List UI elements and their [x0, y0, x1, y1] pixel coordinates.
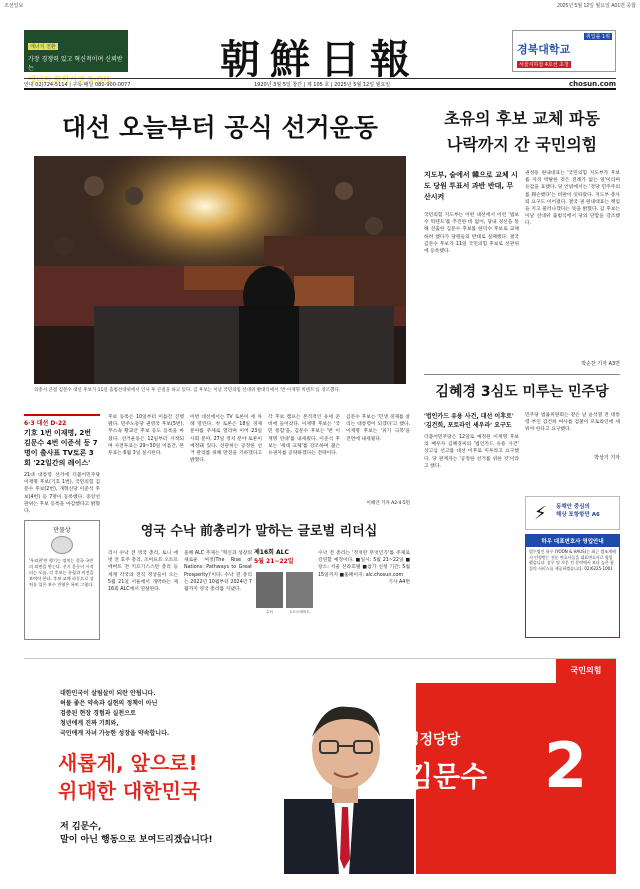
- ad-soil-tag: 에너지 전환: [30, 44, 56, 50]
- pitch-line: 검증된 현장 경험과 실천으로: [60, 710, 136, 717]
- right-story-subhead: 지도부, 숱에서 韓으로 교체 시도 당원 투표서 과반 반대, 무산시켜: [424, 171, 518, 201]
- ad-soil-line1: 가장 경쟁력 있고 혁신적이며 신뢰받는: [28, 56, 123, 72]
- cartoon-title: 만물상: [53, 527, 71, 534]
- column-5-byline: 이해인 기자 A2·4·5면: [366, 501, 410, 506]
- campaign-ad[interactable]: [24, 658, 616, 874]
- ad-kyungpook-name: 경북대학교: [517, 43, 571, 56]
- tower-icon: ⚡: [534, 503, 547, 524]
- photo-sunak-caption: 수낙: [266, 610, 273, 614]
- sidebar-ad-lawfirm[interactable]: [525, 534, 620, 638]
- dday-body: 21대 대통령 선거에 더불어민주당 이재명 후보(기호 1번), 국민의힘 김문수 후보(2번), 개혁신당 이준석 후보(4번) 등 7명이 등록했다. 중앙선관위는 후보 등록을 마감했다고 밝혔다.: [24, 473, 100, 515]
- dday-headline[interactable]: 기호 1번 이재명, 2번 김문수 4번 이준석 등 7명이 출사표 TV토론 3회 '22일간의 레이스': [24, 429, 98, 467]
- right-story2-body-1: 더불어민주당은 12일로 예정된 이재명 후보의 배우자 김혜경씨의 '법인카드 유용 사건' 상고심 선고를 대선 이후로 미루라고 요구했다. 당 관계자는 '공정한 선거를 위한 것'이라고 했다.: [424, 435, 519, 469]
- global-photos: [256, 572, 314, 616]
- footer-rule: [24, 878, 616, 886]
- ad-kyungpook-sub: 서울지하철 4호선 초청: [519, 62, 569, 68]
- info-contact: 안내 02)724-5114 | 구독·배달 080-900-0077: [24, 82, 131, 88]
- alc-title: 제16회 ALC: [254, 549, 289, 556]
- info-issue: 1920년 3월 5일 창간 | 제 105 호 | 2025년 5월 12일 월요일: [254, 82, 391, 88]
- global-headline[interactable]: 영국 수낙 前총리가 말하는 글로벌 리더십: [140, 524, 378, 539]
- edition-label: 조선일보: [4, 3, 24, 9]
- global-byline: 기사 A4면: [388, 579, 410, 585]
- info-website[interactable]: chosun.com: [569, 80, 616, 88]
- photo-otorbaev: [286, 572, 313, 608]
- column-4-body: 각 후보 캠프는 본격적인 유세 준비에 들어갔다. 이재명 후보는 '국민 통합'을, 김문수 후보는 '반 이재명 연대'를 내세웠다. 이준석 후보는 '세대 교체'를 강조하며 젊은 유권자를 공략하겠다는 전략이다.: [268, 415, 340, 457]
- info-bar: [24, 78, 616, 90]
- candidate-number: 2: [544, 729, 588, 802]
- campaign-slogan: [58, 749, 200, 805]
- column-2-body: 후보 등록은 10일부터 이틀간 진행됐다. 민주노동당 권영국 후보(5번), 무소속 황교안 후보 등도 등록을 마쳤다. 선거운동은 12일부터 시작되며 사전투표는 29~30일 이틀간, 본투표는 6월 3일 실시된다.: [108, 415, 184, 457]
- alc-box: [254, 548, 314, 566]
- global-body-1: 리시 수낙 전 영국 총리, 토니 애벗 전 호주 총리, 조머프트 오트르에버트 전 키르기스스탄 총리 등 세계 각국의 전직 정상들이 오는 5월 21일 서울에서 개막하는 제16회 ALC에서 연설한다.: [108, 551, 178, 593]
- photo-otorbaev-caption: 오트르에버트: [289, 610, 310, 614]
- masthead-title: 朝鮮日報: [220, 36, 420, 83]
- photo-caption: 의총서 큰절 김문수 대선 후보가 11일 출범선대위에서 인사 후 큰절을 하고 있다. 김 후보는 이날 국민의힘 선대위 발대식에서 '반 이재명 빅텐트'를 강조했다.: [34, 388, 341, 393]
- cartoon-text: '우리편'만 챙기는 정치는 결국 국민의 외면을 받는다. 선거 운동이 시작되는 오늘, 각 후보는 통합과 비전을 보여야 한다. 후보 교체 파동으로 상처를 입은 보수 진영은 특히 그렇다.: [29, 558, 94, 587]
- cartoon-box[interactable]: [24, 520, 100, 640]
- alc-dates: 5월 21~22일: [254, 558, 294, 565]
- right-story-body-2: 권성동 원내대표는 '국민의힘 지도부가 후보를 자격 박탈한 것은 전례가 없는 일'이라며 유감을 표했다. 당 안팎에서는 '정당 민주주의를 훼손했다'는 비판이 잇따랐다. 지도부 총사퇴 요구도 이어졌다. 결국 권 원내대표는 책임을 지고 물러나겠다는 뜻을 밝혔다. 김 후보는 이날 선대위 출범식에서 당의 단합을 강조했다.: [525, 171, 620, 227]
- candidate-name: 김문수: [406, 760, 488, 793]
- right-story2-body-2: 민주당 법률위원회는 같은 날 윤석열 전 대통령 부인 김건희 여사를 검찰이 포토라인에 세워야 한다고 요구했다.: [525, 413, 620, 433]
- photo-sunak: [256, 572, 283, 608]
- pitch-line: 허물 좋은 약속과 실현의 정책이 아닌: [60, 700, 158, 707]
- slogan-line1: 새롭게, 앞으로!: [58, 751, 198, 775]
- right-story2-byline: 박상기 기자: [594, 455, 620, 461]
- edition-date: 2025년 5월 12일 월요일 A01면 종합: [557, 3, 636, 9]
- campaign-pitch: [60, 689, 169, 739]
- right-story-byline: 박순찬 기자 A3면: [581, 361, 620, 367]
- right-story-body-1: 국민의힘 지도부는 어떤 대선에서 이런 '범보수 빅텐트'를 추진한 바 없어, 당내 경선을 통해 선출한 김문수 후보를 한덕수 후보로 교체하려 했다가 당원들의 반대로 실패했다. 결국 김문수 후보가 11일 국민의힘 후보로 선관위에 등록했다.: [424, 213, 519, 255]
- candidate-portrait: [264, 689, 424, 874]
- cartoon-figure-icon: [51, 536, 73, 554]
- ad-kyungpook[interactable]: [512, 30, 616, 72]
- global-body-3-text: 수낙 전 총리는 '정치란 무엇인가'를 주제로 강연할 예정이다. ■일시: 5월 21~22일 ■장소: 서울 신라호텔 ■참가 신청 기간: 5월 15일까지 ■홈페이지: alc.chosun.com: [318, 551, 410, 578]
- sidebar-ad-port-line1: 동해안 중심의: [556, 504, 590, 510]
- column-5-body: 김문수 후보는 '민생 경제를 살리는 대통령이 되겠다'고 했다. 이재명 후보는 '위기 극복'을 전면에 내세웠다.: [346, 415, 410, 442]
- top-strip: [0, 0, 640, 10]
- sidebar-ad-lawfirm-body: 법무법인 하우 (YOON & HAUS)는 최근 법조계에서 인정받는 전문 변호사들을 대표변호사로 영입했습니다. 송무 및 자문 전 분야에서 보다 높은 품질의 서비스를 제공하겠습니다. 02)6225-1001: [529, 549, 616, 571]
- global-body-3: [318, 550, 410, 586]
- campaign-jd: 정정당당: [406, 732, 461, 748]
- ad-kyungpook-tag: 취업률 1위: [585, 34, 610, 40]
- column-3-body: 이번 대선에서는 TV 토론이 세 차례 열린다. 첫 토론은 18일 경제 분야를 주제로 열리며 이어 23일 사회 분야, 27일 정치 분야 토론이 예정돼 있다. 선관위는 공정한 선거 관리를 위해 만전을 기하겠다고 밝혔다.: [190, 415, 262, 464]
- main-photo: [34, 156, 406, 384]
- ad-soil-line2: 에너지 화학기업 S-OIL: [28, 75, 112, 84]
- sidebar-ad-lawfirm-head: 하우 대표변호사 영입안내: [526, 535, 619, 547]
- campaign-closing: [60, 821, 213, 847]
- party-label: 국민의힘: [556, 659, 616, 683]
- closing-line2: 말이 아닌 행동으로 보여드리겠습니다!: [60, 835, 213, 845]
- right-story2-subhead: '법인카드 유용 사건, 대선 이후로' '김건희, 포토라인 세우라' 요구도: [424, 413, 514, 429]
- pitch-line: 국민에게 자녀 가능한 성장을 약속합니다.: [60, 730, 170, 737]
- pitch-line: 대한민국이 살림살이 되란 안됩니다.: [60, 690, 156, 697]
- right-story-headline-line2: 나락까지 간 국민의힘: [446, 135, 598, 154]
- sidebar-ad-port-line2: 해상 포항항만 A6: [556, 512, 600, 518]
- sidebar-ad-port[interactable]: [525, 496, 620, 530]
- right-story-headline[interactable]: [424, 106, 620, 158]
- main-headline[interactable]: 대선 오늘부터 공식 선거운동: [62, 113, 378, 142]
- right-story-headline-line1: 초유의 후보 교체 파동: [444, 109, 600, 128]
- pitch-line: 청년에게 진짜 기회와,: [60, 720, 119, 727]
- right-story2-headline[interactable]: 김혜경 3심도 미루는 민주당: [424, 374, 620, 401]
- slogan-line2: 위대한 대한민국: [58, 779, 201, 803]
- dday-tag: 6·3 대선 D-22: [24, 414, 100, 427]
- global-body-2: 올해 ALC 주제는 '혁신과 성장의 새로운 여정(The Rise of Nations: Pathways to Great Prosperity)'이다. 수낙 전 총리는 2022년 10월부터 2024년 7월까지 영국 총리를 지냈다.: [184, 551, 252, 593]
- closing-line1: 저 김문수,: [60, 822, 102, 832]
